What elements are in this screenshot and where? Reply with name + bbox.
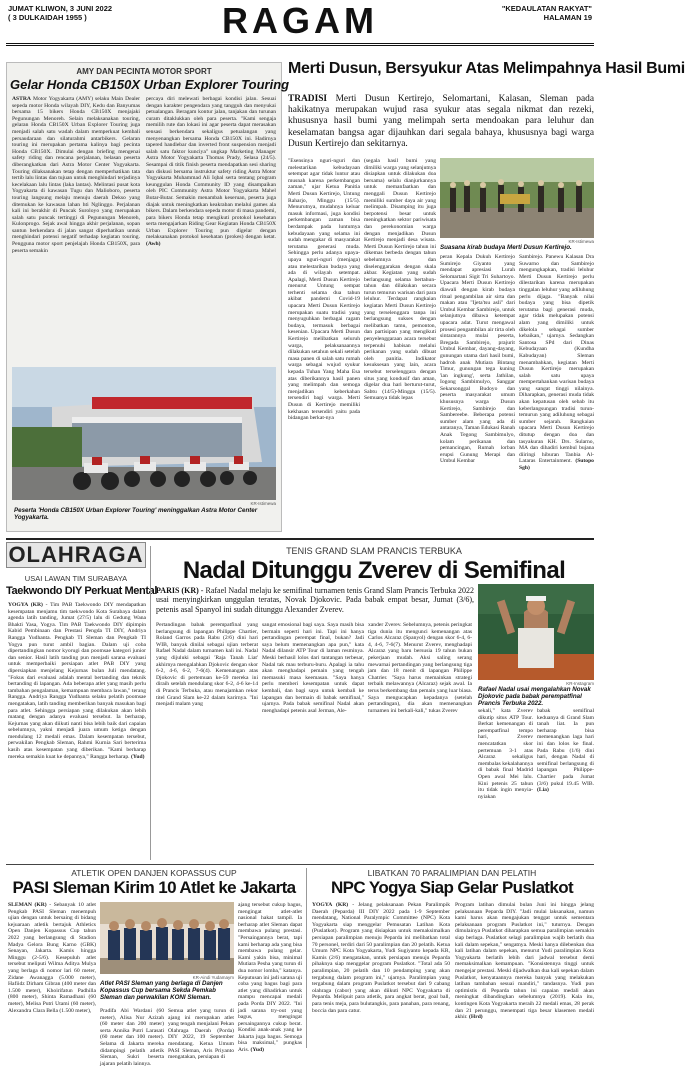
pasi-column-1	[8, 902, 96, 1048]
pasi-sign: (Yud)	[250, 1047, 264, 1054]
section-logo: OLAHRAGA	[6, 542, 146, 568]
pasi-lead-word: SLEMAN (KR)	[8, 902, 47, 908]
npc-column-2-text: Program latihan dimulai bulan Juni ini hingga jelang pelaksanaan Peparda DIY. "Jadi mulai laksanakan, namun kami harus akan mengajukan tenggat untuk sementara pelaksanaan program Puslatkot ini," tuturnya. Dengan dimulainya Puslatkot diharapkan semua paralimpian semakin siap berlaga. Puslatkot selagi paralimpian wajib berlatih dua kali dalam sepekan," sengatnya. Meski hanya dilebenkan dua kali latihan dalam sepekan, menurut Yudi paralimpian Kota Yogyakarta berlatih lebih dari jadwal tersebut demi memaksimalkan kemampuan. "Konsistennya tinggi untuk mengejar prestasi. Meski dijadwalkan dua kali sepekan dalam Puslatkot, kenyataannya mereka banyak yang melakukan latihan tambahan sesuai mandiri," tandasnya. Yudi pun optimistis di Peparda tahun ini capaian medali akan meningkat dibandingkan sebelumnya (2019). Kala itu, kontingen Kota Yogyakarta meraih 22 medali emas, 28 perak dan 21 perunggu, menempati tiga besar klasemen medali akhir.	[455, 902, 594, 1021]
column-divider	[150, 546, 151, 860]
tennis-column-4-text: sekali," kata Zverev dikutip situs ATP Tour. Berkat kemenangan di perempatfinal tempo hari, Zverev mencatatkan skor pertemuan 3-1 atas Alcaraz sekaligus membalas kekalahannya di babak final Madrid Open awal Mei lalu. Kini petenis 25 tahun itu tidak ingin menyia-nyiakan	[478, 708, 533, 800]
tradisi-lead-word: TRADISI	[288, 94, 328, 104]
npc-column-2	[455, 902, 594, 1048]
taekwondo-sign: (Yud)	[130, 753, 145, 760]
pasi-column-2-text: Pradifa Abi Wardani (60 meter), Alisa Nur Azizah (60 meter dan 200 meter) serta Annika Putri Larasati (60 meter dan 100 meter). Selama di Jakarta mereka didampingi pelatih atletik Sleman, Sukri beserta jajaran pelatih lainnya.	[100, 1008, 164, 1067]
masthead-paper	[442, 4, 592, 22]
tennis-column-5-text: babak semifinal keduanya di Grand Slam tanah liat. Ia pun berharap bisa memenangkan laga hari ini dan lolos ke final. Pada Rabu (1/6) dini hari, dengan Nadal di semifinal berlangsung di lapangan Philippe-Chartier pada Jumat (3/6) pukul 19.45 WIB.	[537, 708, 594, 787]
tennis-headline: Nadal Ditunggu Zverev di Semifinal	[182, 557, 566, 584]
hijri-line: ( 3 DULKAIDAH 1955 )	[8, 13, 87, 22]
tradisi-photo	[440, 158, 594, 238]
taekwondo-body-text: - Tim PAB Taekwondo DIY mendapatkan kesempatan menjamu tim taekwondo Kota Surabaya dalam agenda latih tanding, Jumat (27/5) lalu di Gedung Wana Bhakti Yasa, Yogya. Tim PAB Taekwondo DIY dipimpin Kabid Pembinaan dan Prestasi Pengda TI DIY, Andriya Rangga Yudhanta. Pengkab TI Sleman dan Pengkab TI Yogya pun turut ambil bagian. Dalam uji coba dipertandingkan nomor kyorugi dan poomsae kategori junior dan senior. Hasil latih tanding pun menjadi sarana evaluasi untuk memperbaiki persiapan atlet PAB DIY yang dipersiapkan menjelang Kejurnas bulan Juli mendatang. "Fokus dari evaluasi adalah mental bertanding dan teknik bertanding di lapangan. Ada beberapa atlet yang masih perlu tambahan pengalaman, kemampuan membaca lawan," terang Rangga. Andriya Rangga Yudhanta selaku pelatih poomsae mengatakan, latih tanding memberikan banyak masukan bagi para atlet. Sehingga persiapan yang dilakukan akan lebih matang dengan adanya evaluasi tersebut. Ia berharap, Kejurnas yang akan diikuti nanti bisa lebih baik dari capaian sebelumnya, yakni menjadi juara umum ketiga dengan mendulang 12 medali emas. Dalam kesempatan tersebut, perwakilan Pengkab Sleman, Rahmi Kurnia Sari berterima kasih atas kesempatan yang diberikan. "Kami berharap mereka semakin kuat ke depannya," Rangga berharap.	[8, 602, 147, 760]
tradisi-lead-text: Merti Dusun Kertirejo, Selomartani, Kalasan, Sleman pada hakikatnya merupakan wujud rasa syukur atas segala nikmat dan rezeki, khususnya hasil bumi yang melimpah serta mendoakan para leluhur dan keselamatan bangsa agar dijauhkan dari segala bahaya, khususnya bagi warga Dusun Kertirejo dan sekitarnya.	[288, 94, 595, 149]
tradisi-column-1	[288, 158, 360, 532]
athletes-photo-illustration	[100, 902, 234, 974]
column-divider-bottom	[306, 868, 307, 1048]
motor-column-1	[12, 96, 140, 362]
pasi-headline: PASI Sleman Kirim 10 Atlet ke Jakarta	[12, 878, 296, 897]
motor-column-1-text: Motor Yogyakarta (AMY) selaku Main Dealer sepeda motor Honda wilayah DIY, Kedu dan Banyumas bersama 15 bikers Honda CB150X menjajaki Pegunungan Menoreh. Selain melaksanakan touring, gelaran Honda CB150X Urban Explorer Touring juga menjadi salah satu wadah dalam memperkuat kembali persaudaraan dan silaturahmi antarbikers. Gelaran touring ini merupakan pertama kalinya bagi pecinta Honda CB150X. Dimulai dengan briefing mengenai safety riding dan rencana perjalanan, belasan peserta diberangkatkan dari Astra Motor Center Yogyakarta. Touring dilaksanakan tetap dengan memperhatikan tata tertib lalu lintas dan tujuan untuk menghindari terjadinya kecelakaan lalu lintas (laka lantas). Melintasi pusat kota Yogyakarta di kawasan Tugu dan Malioboro, peserta touring langsung melaju menuju daerah Dekso yang ditemukan ke kawasan lahan hti Nglinggo. Perjalanan kali ini berakhir di Puncak Suroloyo yang merupakan salah satu puncak tertinggi di Pegunungan Menoreh, Kulonprogo. Sejak awal hingga akhir perjalanan, sopan santun berkendara di jalan sangat diperhatikan untuk menghindari potensi negatif terhadap kegiatan touring. Pengguna motor sport penjelajah Honda CB150X, para peserta semakin	[12, 96, 140, 254]
section-divider	[6, 538, 594, 540]
motor-lead-word: ASTRA	[12, 96, 31, 102]
tradisi-column-3-text: peran Kepala Dukuh Kertirejo Sumirejo Giyanto yang mendapat apresiasi Lurah Selomartani Sigit Tri Suhartoyo. Upacara Merti Dusun Kertirejo diawali dengan kirab budaya ritual pengambilan air sirta dan makan atau "Ijeta'tsu asli" dari Umbul Kembar Sambirejo, untuk selanjutnya dibawa ketempat upacara adat. Turut mengawal prosesi pengambilan air tirta oleh sintarannya mulai peserta, Bregada Sambirejo, prajurit Umbul Kembar, dayang-dayang, gunungan utama dari hasil bumi, hadroh anak Mutiara Bintang Timur, gunungan tega kuning 'ian ingkung', serta Jathilan, Iogong Sambimulyo, Sanggar Sekarsonggal Budoyo dan peserta masyarakat umum khususnya warga Dusun Kertirejo, Sambirejo dan Sambereebe. Beberapa potensi sumber alam yang ada di antaranya, Taman Edukasi Ranah Anak Tegong Sambimulyo, kolam perikanan dan pemancingan, Rumah lorban erupsi Gunung Merapi dan Umbul Kembar	[440, 254, 515, 465]
tennis-column-5	[537, 708, 594, 860]
motor-column-2	[146, 96, 276, 362]
motor-headline: Gelar Honda CB150X Urban Explorer Touring	[10, 77, 290, 92]
tradisi-column-2	[364, 158, 436, 532]
pasi-column-3	[168, 1008, 234, 1061]
pasi-column-2	[100, 1008, 164, 1067]
tradisi-column-2-text: (segala hasil bumi yang dimiliki warga yang selanjutnya disiapkan untuk dilakukan doa bersama) selalu dianjurkannya untuk memanfaatkan dan menggali Dusun Kertirejo memiliki sumber daya air yang melimpah. Disamping itu juga berpotensi besar untuk meningkatkan sektor pariwisata dan perekonomian warga dengan menjadikan Dusun Kertirejo menjadi desa wisata. Merti Dusun Kertirejo tahun ini dikemas berbeda dengan tahun sebelumnya dan diselenggarakan dengan skala akbar. Kegiatan yang sudah berlangsung selama bertahun-tahun dan dilakukan secara turun temurun warisan dari para leluhur. Terdapat rangkaian kegiatan Merti Dusun Kertirejo yang terselenggara tanpa ini berlangsung sukses dengan melibatkan tamu, pemonton, dan partisipan yang mengikuti penyelenggaraan acara tersebut terpenuhi habisan melalui perikanan yang sudah dibuat oleh panitia. Indikator kesuksesan yang lain, acara tersebut terselenggara dengan situs yang kondusif dan aman, digelar dua hari berturut-turut, Sabtu (14/5)-Minggu (15/5). Semuanya tidak lepas	[364, 158, 436, 402]
pasi-photo-credit: KR-Aindi Yudamaym	[192, 975, 234, 980]
pasi-column-4	[238, 902, 303, 1054]
tennis-lead	[156, 586, 474, 614]
tradisi-sign: (Sutopo Sgh)	[519, 458, 594, 471]
tennis-sign: (Lia)	[537, 787, 549, 794]
tennis-photo-caption: Rafael Nadal usai mengalahkan Novak Djokovic pada babak perempatfinal Prancis Terbuka 2022.	[478, 686, 591, 707]
masthead-title: RAGAM	[222, 0, 378, 41]
tradisi-column-1-text: "Esensinya nguri-nguri dan melestarikan kebudayaan setempat agar tidak luntur atau musnah karena perkembangan zaman," ujar Ketua Panitia Merti Dusun Kertirejo, Untung Raharjo, Minggu (15/5). Menurutnya, mudahnya keluar masuk informasi, juga kondisi perkembangan zaman bisa berdampak pada luntumya kebudayaan yang selama ini sudah mengakar di masyarakat terutama generasi muda. Sehingga perlu adanya upaya-upaya nguri-nguri (menjaga) atau melestarikan budaya yang ada di wilayah setempat. Apalagi, Merti Dusun Kertirejo menurut Untung sempat terhenti selama dua tahun akibat pandemi Covid-19 upacara Merti Dusun Kertirejo merupakan suatu tradisi yang menyuguhkan berbagai ragam budaya, termasuk berbagai kesenian. Upacara Merti Dusun Kertirejo melibatkan seluruh warga, pelaksanaannya dilakukan setahun sekali setelah masa panen di salah satu rumah warga sebagai wujud syukur kepada Tuhan Yang Maha Esa atas diberikannya hasil panen yang melimpah dan semoga menjadikan keberkahan tersendiri bagi warga. Merti Dusun di Kertirejo memiliki kekhasan tersendiri yaitu pada bidangan berkat-nya	[288, 158, 360, 422]
taekwondo-body	[8, 602, 146, 860]
npc-lead-word: YOGYA (KR)	[312, 902, 349, 908]
tradisi-column-4	[519, 254, 594, 532]
tennis-column-1-text: Pertandingan babak perempatfinal yang berlangsung di lapangan Philippe Chartier, Roland Garros pada Rabu (2/6) dini hari WIB, banyak dinilai sebagai ujian terberat Rafael Nadal dalam turnamen kali ini. Nadal yang dijuluki sebagai 'Raja Tanah Liat' akhirnya mengalahkan Djokovic dengan skor 6-2, 4-6, 6-2, 7-6(4). Kemenangan atas Djokovic di pertemuan ke-59 mereka ini diraih setelah mendulang skor 6-2, 4-6 ke-14 di Prancis Terbuka, atau menajamkan rekor titel Grand Slam ke-22 dalam karirnya. "Ini menjadi malam yang	[156, 622, 258, 708]
masthead-rule	[6, 43, 594, 46]
tennis-photo-credit: KR-Instagram	[566, 681, 594, 686]
tradisi-photo-credit: KR-Istimewa	[568, 239, 594, 244]
tennis-column-3	[368, 622, 472, 860]
pasi-kicker: ATLETIK OPEN DANJEN KOPASSUS CUP	[71, 868, 237, 878]
pasi-column-4-text: ajang tersebut cukup bagus, mengingat atlet-atlet nasional hakat tampil. Ia berharap atlet Sleman dapat membawa pulang prestasi. "Persaingannya berat, tapi kami berharap ada yang bisa membawa pulang gelar. Kami yakin bisa, minimal Mutiara Pesha yang turun di dua nomor lomba," katanya. Keputusan ini jadi sarana uji coba yang bagus bagi para atlet yang dihadirkan untuk mampu mencapai medali pada Porda DIY 2022. "Ini jadi sarana try-out yang bagus, mengingat persaingannya cukup berat. Kondisi anak-anak yang ke Jakarta juga bagus. Semoga bisa maksimal," pungkas Aris.	[238, 902, 303, 1054]
tennis-column-4	[478, 708, 533, 860]
tradisi-column-4-text: Sambirejo. Panewu Kalasan Dra Suwarno dan Sambirejo mengungkapkan, tradisi leluhur Merti Dusun Kertirejo perlu dilestarikan karena merupakan tinggalan leluhur yang adiluhung perlu dijaga. "Banyak nilai budaya yang bisa dipetik terutama bagi generasi muda, agar tidak melupakan potensi alam yang dimiliki untuk dikelola sebagai sumber kebaikan," ujarnya. Sedangkan Santosa SPd dari Dinas Kebudayaan (Kundha Kabudayan) Sleman menambahkan, kegiatan Merti Dusun Kertirejo merupakan salah satu upaya mempertahankan warisan budaya yang sangat tinggi nilainya. Diharapkan, generasi muda tidak akan kepatusan oleh sebab itu keberlangsungan tradisi turun-temurun yang adiluhung sebagai sumber sejarah. Rangkaian upacara Merti Dusun Kertirejo ditutup dengan doa dan tasyakuran KH. Drs. Sularno, MA dan dihadiri kembul bujana diiringi hiburan Tanbia Al-Lataras Entertainment.	[519, 254, 594, 465]
nadal-photo-illustration	[478, 584, 594, 680]
taekwondo-headline: Taekwondo DIY Perkuat Mental	[6, 585, 157, 597]
motor-photo-credit: KR-Istimewa	[250, 501, 276, 506]
date-line: JUMAT KLIWON, 3 JUNI 2022	[8, 4, 113, 13]
motor-sign: (Awh)	[146, 241, 161, 248]
taekwondo-kicker: USAI LAWAN TIM SURABAYA	[24, 574, 128, 583]
paper-name: "KEDAULATAN RAKYAT"	[501, 4, 592, 13]
dealership-photo-illustration	[12, 367, 276, 500]
motor-photo-caption: Peserta 'Honda CB150X Urban Explorer Touring' meninggalkan Astra Motor Center Yogyakarta.	[14, 507, 258, 521]
pasi-photo	[100, 902, 234, 974]
tennis-column-2	[262, 622, 364, 860]
tennis-lead-text: - Rafael Nadal melaju ke semifinal turnamen tenis Grand Slam Prancis Terbuka 2022 usai menyingkirkan unggulan teratas, Novak Djokovic. Pada babak empat besar, Jumat (3/6), petenis asal Spanyol ini sudah ditunggu Alexander Zverev.	[156, 586, 474, 614]
tennis-column-2-text: sangat emosional bagi saya. Saya masih bisa bermain seperti hari ini. Tapi ini hanya pertandingan perempat final, bukan? Jadi saya belum memenangkan apa pun," kata Nadal dilansir ATP Tour di laman resminya. Meski berhasil lolos dari tantangan terbesar, Nadal tak mau terburu-buru. Apalagi ia tahu akan menghadapi pemain yang tengah memasuki masa keemasan. "Saya hanya perlu memberi kesempatan untuk dapat kembali, dan bagi saya untuk kembali ke lapangan dan bermain di babak semifinal," ujarnya. Pada babak semifinal Nadal akan menghadapi petenis asal Jerman, Ale-	[262, 622, 364, 714]
bottom-divider	[6, 864, 594, 865]
motor-photo	[12, 367, 276, 500]
tradisi-lead	[288, 94, 594, 150]
npc-column-1-text: - Jelang pelaksanaan Pekan Paralimpik Daerah (Peparda) III DIY 2022 pada 1-9 September mendatang, National Paralympic Committee (NPC) Kota Yogyakarta siap menggelar Pemusatan Latihan Kota (Puslatkot). Program yang disiapkan untuk memaksimalkan persiapan paralimpian menuju Peparda ini melibatkan total 70 personel, terdiri dari 50 paralimpian dan 20 pelatih. Ketua Umum NPC Kota Yogyakarta, Yudi Sugiyanto kepada KR, Kamis (2/6) mengatakan, untuk persiapan menuju Peparda pihaknya siap menggelar program Puslatkot. "Total ada 50 paralimpian, 20 pelatih dan 10 pendamping yang akan tergabung dalam program ini," ujarnya. Paralimpian yang tergabung dalam program Puslatkot tersebut dari 9 cabang olahraga (cabor) yang akan diikuti NPC Yogyakarta di Peparda. Melipuit para atletik, para angkat berat, goal ball, para tenis meja, para bulutangkis, para panahan, para renang, boccia dan para catur.	[312, 902, 451, 1014]
procession-photo-illustration	[440, 158, 594, 238]
tennis-column-3-text: xander Zverev. Sebelumnya, petenis peringkat tiga dunia itu mengunci kemenangan atas Carlos Alcaraz (Spanyol) dengan skor 6-4, 6-4, 4-6, 7-6(7). Menurut Zverev, menghadapi Alcaraz yang baru bersusia 19 tahun bukan pekerjaan mudah. Aksi saling serang mewarnai pertandingan yang berlangsung tiga jam dan 18 menit di lapangan Philippe Chatrier. "Saya harus memainkan strategi terbaik melawannya (Alcaraz) sejak awal. Ia terus berkembang dan pemain yang luar biasa. Saya mengucapkan kepadanya (setelah pertandingan), dia akan memenangkan turnamen ini berkali-kali," tukas Zverev	[368, 622, 472, 714]
tennis-photo	[478, 584, 594, 680]
npc-headline: NPC Yogya Siap Gelar Puslatkot	[330, 878, 574, 897]
tradisi-headline: Merti Dusun, Bersyukur Atas Melimpahnya Hasil Bumi	[288, 60, 685, 77]
tradisi-column-3	[440, 254, 515, 532]
tradisi-photo-caption: Suasana kirab budaya Merti Dusun Kertirejo.	[440, 244, 572, 251]
pasi-column-3-text: Semua atlet yang turun di ajang ini merupakan atlet yang tengah menjalani Pekan Olahraga Daerah (Porda) DIY 2022, 19 September mendatang. Ketua Umum PASI Sleman, Aris Priyanto mengatakan, persiapan di	[168, 1008, 234, 1061]
pasi-column-1-text: - Sebanyak 10 atlet Pengkab PASI Sleman menempuh ujian dengan untuk bersaing di bidang kejuaraan atletik bertajuk Athletics Open Danjen Kopassus Cup tahun 2022 yang berlangsung di Stadion Madya Gelora Bung Karno (GBK) Senayan, Jakarta. Kamis hingga Minggu (2-5/6). Kesepuluh atlet tersebut meliputi Wilma Aditya Mulya yang berlaga di nomor lari 60 meter, Zidane Awanagga (5.000 meter), Hafiidz Dirham Gibran (400 meter dan 1.500 meter), Khoirifatun Padhilla (800 meter), Shinta Ramadhani (60 meter), Melisa Putri Utami (60 meter), Alexandra Clara Bella (1.500 meter),	[8, 902, 96, 1014]
npc-kicker: LIBATKAN 70 PARALIMPIAN DAN PELATIH	[367, 868, 537, 878]
npc-column-1	[312, 902, 450, 1048]
motor-column-2-text: percaya diri melewati berbagai kondisi jalan. Sesuai dengan karakter pengendara yang tangguh dan menyukai petualangan. Beragam kontur jalan, tanjakan dan turunan curam ditaklukkan oleh para peserta. "Kami sengaja memilih rute dan lokasi ini agar peserta dapat merasakan sensasi berkendara sekaligus petualangan yang menyenangkan bersama Honda CB150X ini. Hadirnya tapered handlebar dan inverted front suspension menjadi salah satu faktor kunciya" ungkap Marketing Manager Astra Motor Yogyakarta Thomas Prady, Selasa (24/5). Sesampai di titik finish peserta mendapatkan sesi sharing dan diskusi bersama instruktur safety riding Astra Motor Yogyakarta Muhammad Ali Iqbal serta tentang program keunggulan Honda Community ID yang disampaikan oleh PIC Community Astra Motor Yogyakarta Mahel Butar-Butar. Semakin menambah keseruan, peserta juga diajak untuk meningkatkan keakraban melalui games ala bikers. Dalam berkendara sepeda motor di masa pandemi, para bikers Honda tetap mengikuti protokol kesehatan serta mengajarkan Riding Gear Kegiatan Honda CB150X Urban Explorer Touring pun digelar dengan melaksanakan protokol kesehatan (prokes) dengan ketat.	[146, 96, 276, 241]
npc-sign: (Hrd)	[469, 1014, 483, 1021]
pasi-photo-caption: Atlet PASI Sleman yang berlaga di Danjen Kopassus Cup bersama Sekda Pemkab Sleman dan perwakilan KONI Sleman.	[100, 980, 223, 1001]
page-label: HALAMAN 19	[543, 13, 592, 22]
tennis-kicker: TENIS GRAND SLAM PRANCIS TERBUKA	[286, 546, 462, 556]
taekwondo-lead-word: YOGYA (KR)	[8, 602, 43, 608]
tennis-column-1	[156, 622, 258, 860]
motor-kicker: AMY DAN PECINTA MOTOR SPORT	[76, 67, 212, 76]
tennis-lead-word: PARIS (KR)	[156, 586, 199, 595]
